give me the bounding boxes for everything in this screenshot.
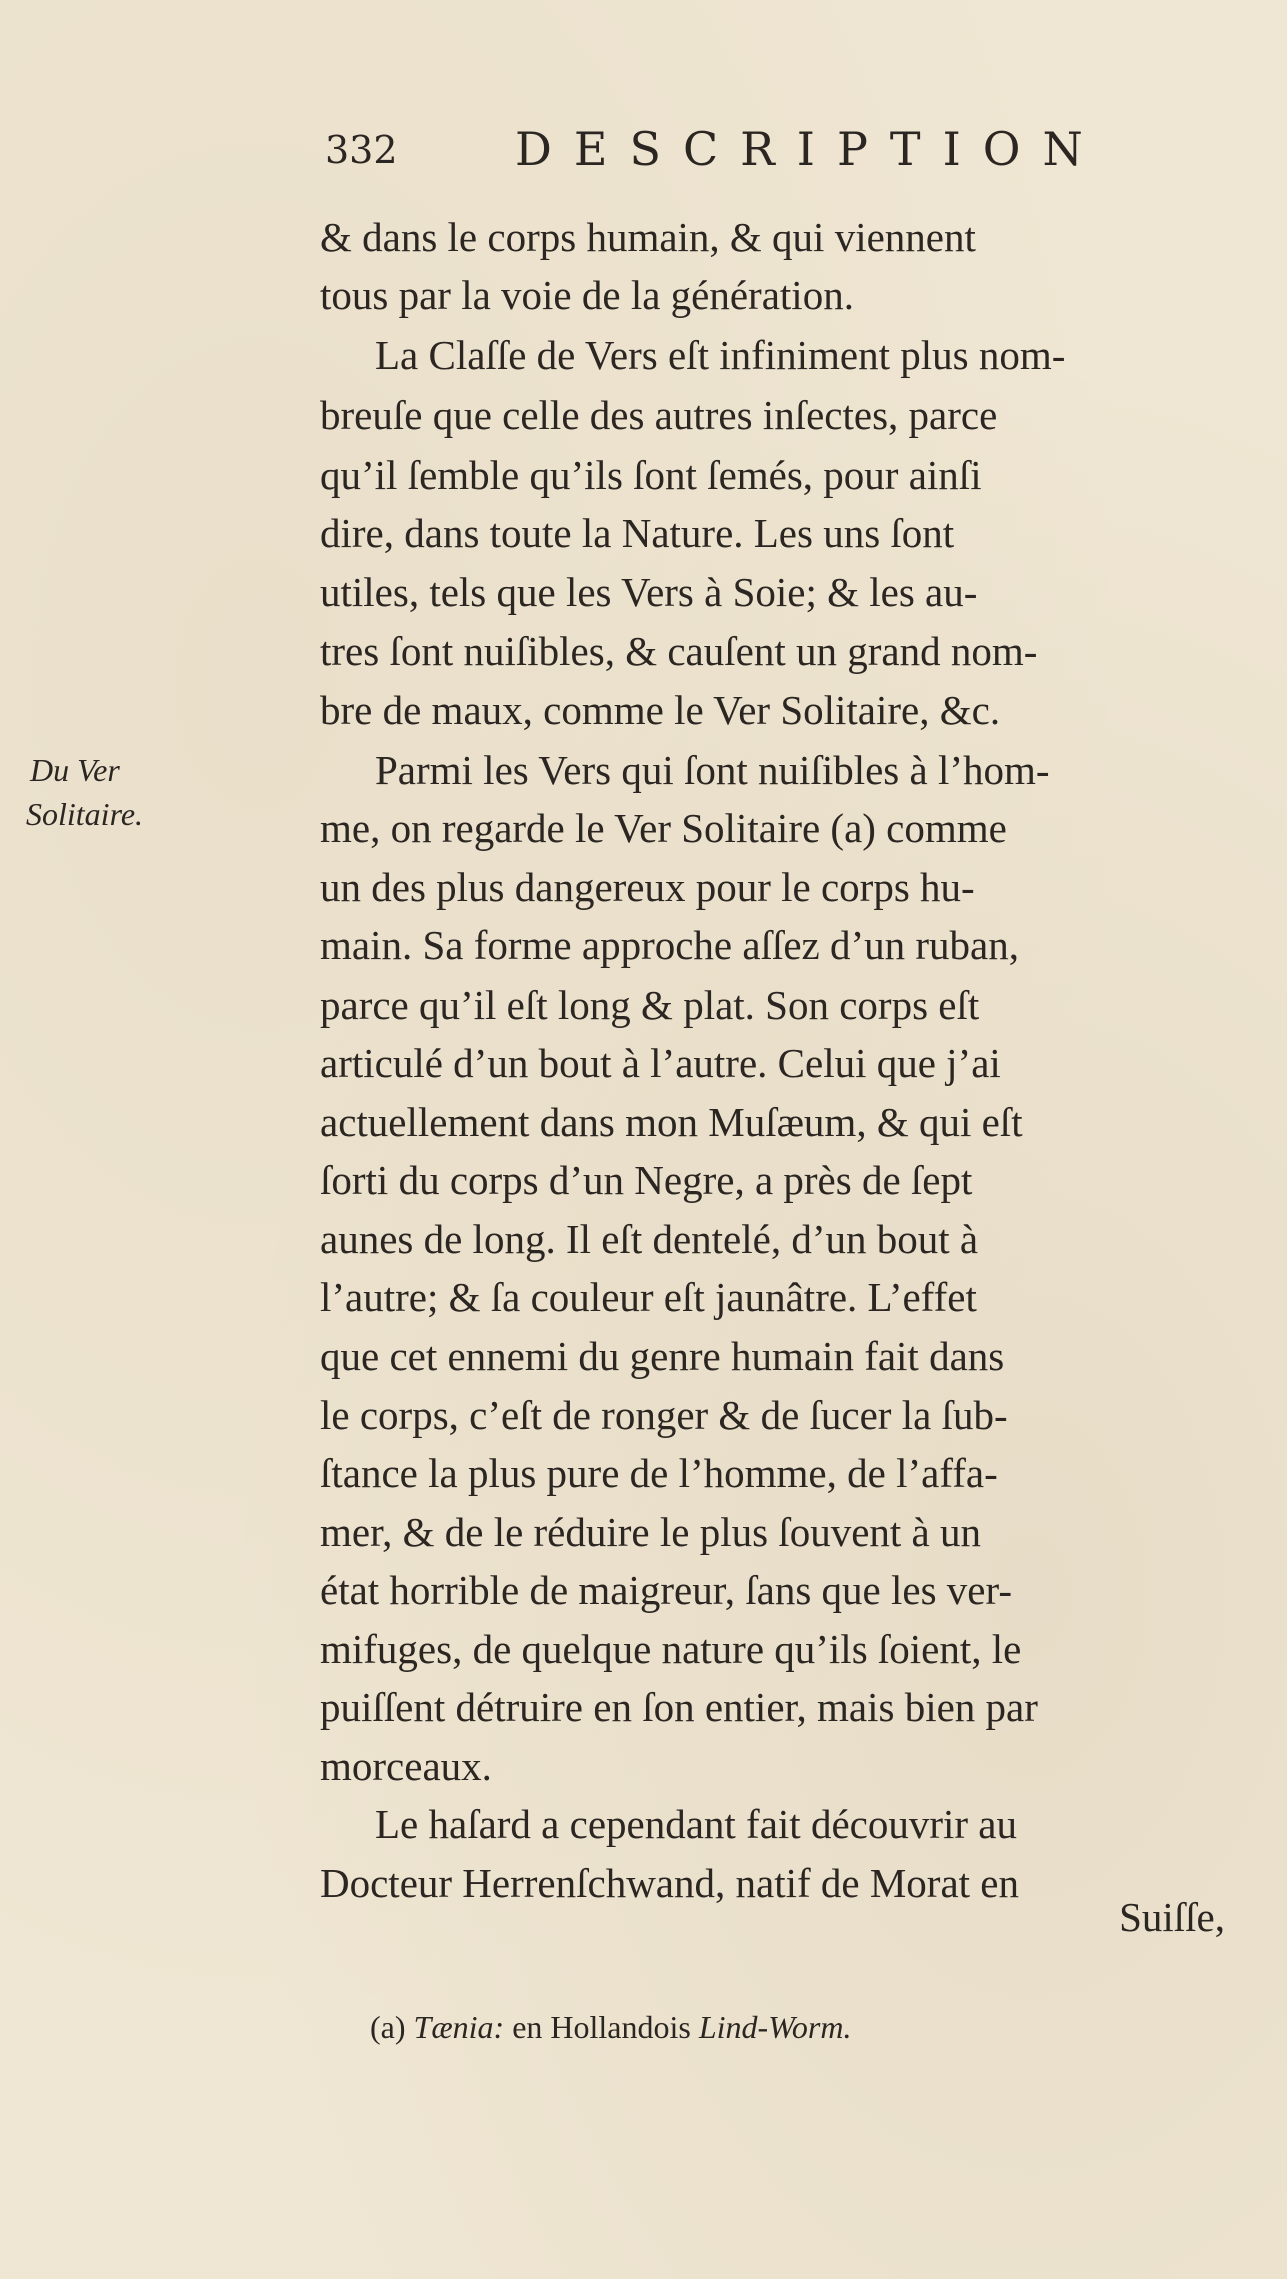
text-line: Le haſard a cependant fait découvrir au <box>375 1801 1017 1847</box>
running-title: DESCRIPTION <box>515 122 1105 176</box>
catchword: Suiſſe, <box>1119 1894 1225 1940</box>
text-line: qu’il ſemble qu’ils ſont ſemés, pour ainſi <box>320 452 982 498</box>
text-line: l’autre; & ſa couleur eſt jaunâtre. L’effet <box>320 1274 977 1320</box>
text-line: articulé d’un bout à l’autre. Celui que j’ai <box>320 1040 1001 1086</box>
text-line: Docteur Herrenſchwand, natif de Morat en <box>320 1860 1019 1906</box>
text-line: actuellement dans mon Muſæum, & qui eſt <box>320 1099 1023 1145</box>
text-line: que cet ennemi du genre humain fait dans <box>320 1333 1005 1379</box>
text-line: mifuges, de quelque nature qu’ils ſoient, le <box>320 1626 1022 1672</box>
text-line: aunes de long. Il eſt dentelé, d’un bout à <box>320 1216 979 1262</box>
footnote-latin: Tænia: <box>413 2009 505 2045</box>
text-line: état horrible de maigreur, ſans que les ver- <box>320 1567 1012 1613</box>
text-line: parce qu’il eſt long & plat. Son corps eſt <box>320 982 980 1028</box>
text-line: main. Sa forme approche aſſez d’un ruban, <box>320 922 1020 968</box>
footnote-text: en Hollandois <box>512 2009 691 2045</box>
text-line: morceaux. <box>320 1743 492 1789</box>
text-line: un des plus dangereux pour le corps hu- <box>320 864 975 910</box>
text-line: le corps, c’eſt de ronger & de ſucer la ſub- <box>320 1392 1008 1438</box>
text-line: tres ſont nuiſibles, & cauſent un grand nom- <box>320 628 1038 674</box>
footnote-dutch: Lind-Worm. <box>698 2009 852 2045</box>
margin-note-line-2: Solitaire. <box>26 796 144 832</box>
footnote <box>370 2009 851 2046</box>
text-line: utiles, tels que les Vers à Soie; & les au- <box>320 569 978 615</box>
text-line: me, on regarde le Ver Solitaire (a) comme <box>320 805 1007 851</box>
text-line: bre de maux, comme le Ver Solitaire, &c. <box>320 687 1001 733</box>
text-line: dire, dans toute la Nature. Les uns ſont <box>320 510 955 556</box>
text-line: La Claſſe de Vers eſt infiniment plus nom- <box>375 332 1066 378</box>
text-line: ſorti du corps d’un Negre, a près de ſept <box>320 1157 973 1203</box>
text-line: tous par la voie de la génération. <box>320 272 854 318</box>
page-number: 332 <box>325 128 398 172</box>
text-line: breuſe que celle des autres inſectes, parce <box>320 392 998 438</box>
text-line: & dans le corps humain, & qui viennent <box>320 214 976 260</box>
footnote-mark: (a) <box>370 2009 406 2045</box>
text-line: mer, & de le réduire le plus ſouvent à un <box>320 1509 981 1555</box>
text-line: ſtance la plus pure de l’homme, de l’affa- <box>320 1450 998 1496</box>
margin-note-line-1: Du Ver <box>30 752 120 788</box>
text-line: Parmi les Vers qui ſont nuiſibles à l’hom- <box>375 747 1050 793</box>
running-header <box>325 120 1165 190</box>
text-line: puiſſent détruire en ſon entier, mais bien par <box>320 1684 1038 1730</box>
